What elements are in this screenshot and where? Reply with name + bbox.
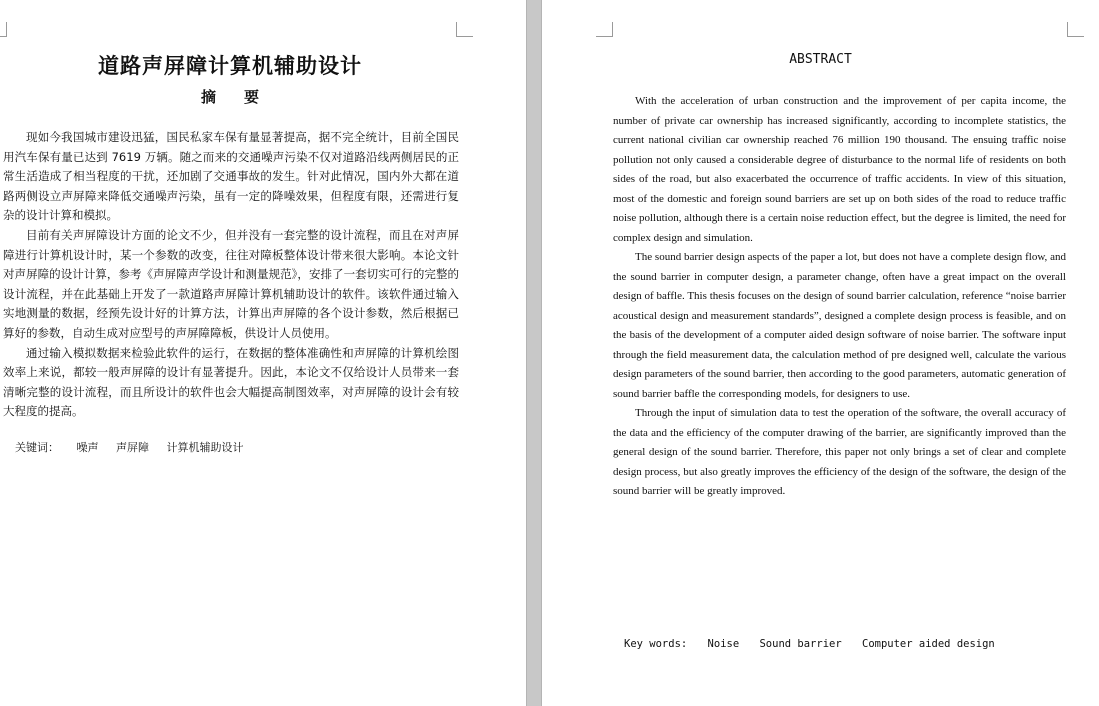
english-paragraph: With the acceleration of urban construction and the improvement of per capita income, the number of private car ownership has increased significantly, according to incomplete statistics, the current national civilian car ownership reached 76 million 190 thousand. The ensuing traffic noise pollution not only caused a considerable degree of disturbance to the normal life of residents on both sides of the road, but also exacerbated the occurrence of traffic accidents. In view of this situation, most of the domestic and foreign sound barriers are set up on both sides of the road to reduce traffic noise pollution, although there is a certain noise reduction effect, but the degree is limited, the need for complex design and simulation. bbox=[613, 95, 1066, 244]
keyword: 计算机辅助设计 bbox=[166, 441, 244, 454]
keywords-label: Key words: bbox=[624, 638, 688, 650]
english-paragraph: The sound barrier design aspects of the paper a lot, but does not have a complete design flow, and the sound barrier in computer design, a parameter change, often have a great impact on the overall design of baffle. This thesis focuses on the design of sound barrier calculation, reference “noise barrier acoustical design and measurement standards”, designed a complete design process is feasible, and on the basis of the development of a computer aided design software of noise barrier. The software input through the field measurement data, the calculation method of pre designed well, calculate the various design parameters of the sound barrier, then according to the good parameters, automatic generation of sound barrier baffle the corresponding models, for designers to use. bbox=[613, 251, 1066, 400]
english-paragraph: Through the input of simulation data to test the operation of the software, the overall accuracy of the data and the efficiency of the computer drawing of the barrier, are significantly improved than the general design of the sound barrier. Therefore, this paper not only brings a set of clear and complete design process, but also greatly improves the efficiency of the design of the software, the design of the sound barrier will be greatly improved. bbox=[613, 407, 1066, 497]
english-abstract-body bbox=[613, 92, 1066, 502]
chinese-abstract-body bbox=[3, 128, 459, 422]
chinese-keywords bbox=[15, 439, 455, 455]
keyword: Computer aided design bbox=[862, 638, 995, 650]
margin-corner-mark bbox=[1067, 22, 1084, 37]
document-page-left bbox=[0, 0, 526, 706]
chinese-abstract-heading: 摘要 bbox=[200, 88, 287, 106]
english-abstract-heading: ABSTRACT bbox=[789, 52, 852, 67]
keyword: 噪声 bbox=[76, 441, 99, 454]
chinese-paragraph: 现如今我国城市建设迅猛，国民私家车保有量显著提高，据不完全统计，目前全国民用汽车保有量已达到 7619 万辆。随之而来的交通噪声污染不仅对道路沿线两侧居民的正常生活造成了相当程度的干扰，还加剧了交通事故的发生。针对此情况，国内外大都在道路两侧设立声屏障来降低交通噪声污染，虽有一定的降噪效果，但程度有限，还需进行复杂的设计计算和模拟。 bbox=[3, 130, 459, 223]
keywords-label: 关键词： bbox=[15, 441, 59, 454]
margin-corner-mark bbox=[596, 22, 613, 37]
english-keywords bbox=[624, 638, 1084, 650]
chinese-paragraph: 通过输入模拟数据来检验此软件的运行，在数据的整体准确性和声屏障的计算机绘图效率上来说，都较一般声屏障的设计有显著提升。因此，本论文不仅给设计人员带来一套清晰完整的设计流程，而且所设计的软件也会大幅提高制图效率，对声屏障的设计会有较大程度的提高。 bbox=[3, 345, 459, 419]
margin-corner-mark bbox=[0, 22, 7, 37]
page-gutter bbox=[526, 0, 542, 706]
margin-corner-mark bbox=[456, 22, 473, 37]
chinese-title: 道路声屏障计算机辅助设计 bbox=[98, 54, 362, 78]
document-page-right bbox=[542, 0, 1099, 706]
chinese-paragraph: 目前有关声屏障设计方面的论文不少，但并没有一套完整的设计流程，而且在对声屏障进行计算机设计时，某一个参数的改变，往往对障板整体设计带来很大影响。本论文针对声屏障的设计计算，参考《声屏障声学设计和测量规范》，安排了一套切实可行的完整的设计流程，并在此基础上开发了一款道路声屏障计算机辅助设计的软件。该软件通过输入实地测量的数据，经预先设计好的计算方法，计算出声屏障的各个设计参数，然后根据已算好的参数，自动生成对应型号的声屏障障板，供设计人员使用。 bbox=[3, 227, 459, 340]
keyword: Noise bbox=[707, 638, 740, 650]
keyword: Sound barrier bbox=[759, 638, 842, 650]
keyword: 声屏障 bbox=[116, 441, 149, 454]
